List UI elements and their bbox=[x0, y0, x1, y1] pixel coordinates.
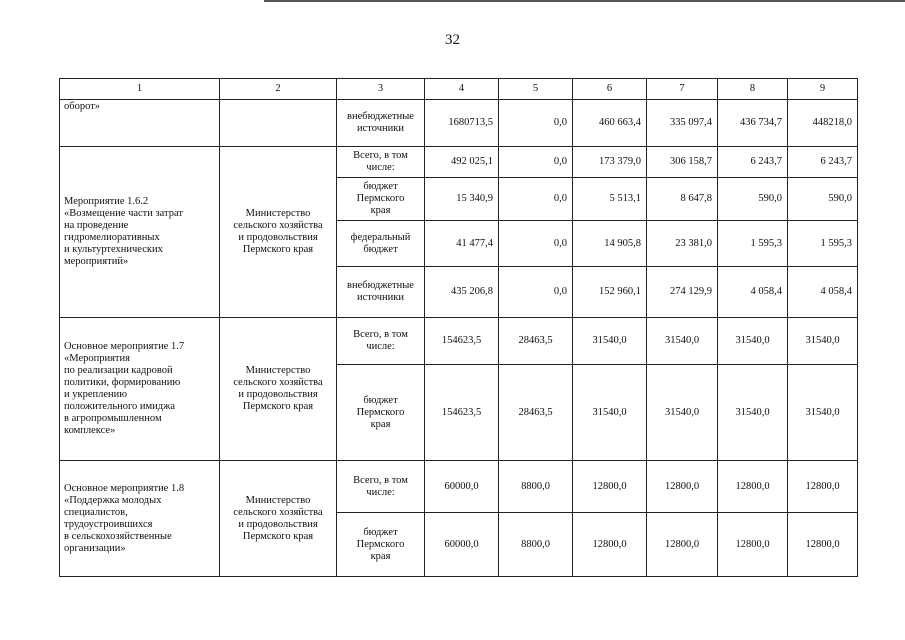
value-year-4: 4 058,4 bbox=[718, 267, 788, 318]
value-total: 492 025,1 bbox=[425, 147, 499, 178]
value-total: 41 477,4 bbox=[425, 221, 499, 267]
value-year-4: 31540,0 bbox=[718, 365, 788, 461]
budget-table bbox=[59, 78, 858, 577]
value-year-5: 12800,0 bbox=[788, 513, 858, 577]
continued-executor-cell bbox=[220, 100, 337, 147]
value-year-4: 31540,0 bbox=[718, 318, 788, 365]
value-year-2: 14 905,8 bbox=[573, 221, 647, 267]
value-year-1: 8800,0 bbox=[499, 513, 573, 577]
funding-source: бюджет Пермского края bbox=[337, 513, 425, 577]
value-year-1: 0,0 bbox=[499, 178, 573, 221]
header-col-6: 6 bbox=[573, 79, 647, 100]
value-year-2: 173 379,0 bbox=[573, 147, 647, 178]
value-year-3: 274 129,9 bbox=[647, 267, 718, 318]
value-year-5: 1 595,3 bbox=[788, 221, 858, 267]
value-year-4: 1 595,3 bbox=[718, 221, 788, 267]
header-col-7: 7 bbox=[647, 79, 718, 100]
funding-source: внебюджетные источники bbox=[337, 267, 425, 318]
value-year-3: 31540,0 bbox=[647, 365, 718, 461]
value-year-5: 12800,0 bbox=[788, 461, 858, 513]
value-year-5: 448218,0 bbox=[788, 100, 858, 147]
value-year-1: 28463,5 bbox=[499, 318, 573, 365]
value-total: 60000,0 bbox=[425, 461, 499, 513]
measure-1-6-2-name: Мероприятие 1.6.2 «Возмещение части затрат на проведение гидромелиоративных и культуртехнических мероприятий» bbox=[60, 147, 220, 318]
value-year-4: 436 734,7 bbox=[718, 100, 788, 147]
value-year-1: 0,0 bbox=[499, 221, 573, 267]
value-year-2: 12800,0 bbox=[573, 461, 647, 513]
measure-1-8-name: Основное мероприятие 1.8 «Поддержка молодых специалистов, трудоустроившихся в сельскохозяйственные организации» bbox=[60, 461, 220, 577]
funding-source: Всего, в том числе: bbox=[337, 318, 425, 365]
value-year-3: 12800,0 bbox=[647, 513, 718, 577]
table-row bbox=[60, 100, 858, 147]
value-year-2: 31540,0 bbox=[573, 318, 647, 365]
scan-edge-line bbox=[264, 0, 905, 2]
value-year-1: 0,0 bbox=[499, 100, 573, 147]
value-year-2: 460 663,4 bbox=[573, 100, 647, 147]
header-col-8: 8 bbox=[718, 79, 788, 100]
funding-source: Всего, в том числе: bbox=[337, 461, 425, 513]
funding-source: бюджет Пермского края bbox=[337, 365, 425, 461]
value-year-3: 12800,0 bbox=[647, 461, 718, 513]
header-col-4: 4 bbox=[425, 79, 499, 100]
value-total: 60000,0 bbox=[425, 513, 499, 577]
value-total: 435 206,8 bbox=[425, 267, 499, 318]
funding-source: федеральный бюджет bbox=[337, 221, 425, 267]
value-year-1: 0,0 bbox=[499, 267, 573, 318]
header-col-2: 2 bbox=[220, 79, 337, 100]
value-year-2: 12800,0 bbox=[573, 513, 647, 577]
value-total: 154623,5 bbox=[425, 318, 499, 365]
value-year-4: 590,0 bbox=[718, 178, 788, 221]
value-year-3: 23 381,0 bbox=[647, 221, 718, 267]
value-year-2: 31540,0 bbox=[573, 365, 647, 461]
measure-1-7-name: Основное мероприятие 1.7 «Мероприятия по реализации кадровой политики, формированию и укреплению положительного имиджа в агропромышленном комплексе» bbox=[60, 318, 220, 461]
value-year-5: 31540,0 bbox=[788, 318, 858, 365]
value-year-4: 12800,0 bbox=[718, 461, 788, 513]
value-total: 1680713,5 bbox=[425, 100, 499, 147]
table-row bbox=[60, 147, 858, 178]
header-col-5: 5 bbox=[499, 79, 573, 100]
header-row bbox=[60, 79, 858, 100]
value-year-1: 28463,5 bbox=[499, 365, 573, 461]
value-year-5: 6 243,7 bbox=[788, 147, 858, 178]
table-row bbox=[60, 461, 858, 513]
value-total: 154623,5 bbox=[425, 365, 499, 461]
value-year-1: 8800,0 bbox=[499, 461, 573, 513]
table-row bbox=[60, 318, 858, 365]
header-col-1: 1 bbox=[60, 79, 220, 100]
page-number: 32 bbox=[445, 32, 460, 48]
value-year-5: 590,0 bbox=[788, 178, 858, 221]
value-year-3: 31540,0 bbox=[647, 318, 718, 365]
value-total: 15 340,9 bbox=[425, 178, 499, 221]
funding-source: Всего, в том числе: bbox=[337, 147, 425, 178]
value-year-4: 6 243,7 bbox=[718, 147, 788, 178]
value-year-1: 0,0 bbox=[499, 147, 573, 178]
measure-1-8-executor: Министерство сельского хозяйства и продовольствия Пермского края bbox=[220, 461, 337, 577]
value-year-3: 306 158,7 bbox=[647, 147, 718, 178]
funding-source: внебюджетные источники bbox=[337, 100, 425, 147]
value-year-4: 12800,0 bbox=[718, 513, 788, 577]
value-year-5: 31540,0 bbox=[788, 365, 858, 461]
value-year-2: 152 960,1 bbox=[573, 267, 647, 318]
measure-1-6-2-executor: Министерство сельского хозяйства и продовольствия Пермского края bbox=[220, 147, 337, 318]
funding-source: бюджет Пермского края bbox=[337, 178, 425, 221]
value-year-2: 5 513,1 bbox=[573, 178, 647, 221]
value-year-5: 4 058,4 bbox=[788, 267, 858, 318]
header-col-3: 3 bbox=[337, 79, 425, 100]
header-col-9: 9 bbox=[788, 79, 858, 100]
value-year-3: 335 097,4 bbox=[647, 100, 718, 147]
continued-measure-name: оборот» bbox=[60, 100, 220, 147]
measure-1-7-executor: Министерство сельского хозяйства и продовольствия Пермского края bbox=[220, 318, 337, 461]
value-year-3: 8 647,8 bbox=[647, 178, 718, 221]
